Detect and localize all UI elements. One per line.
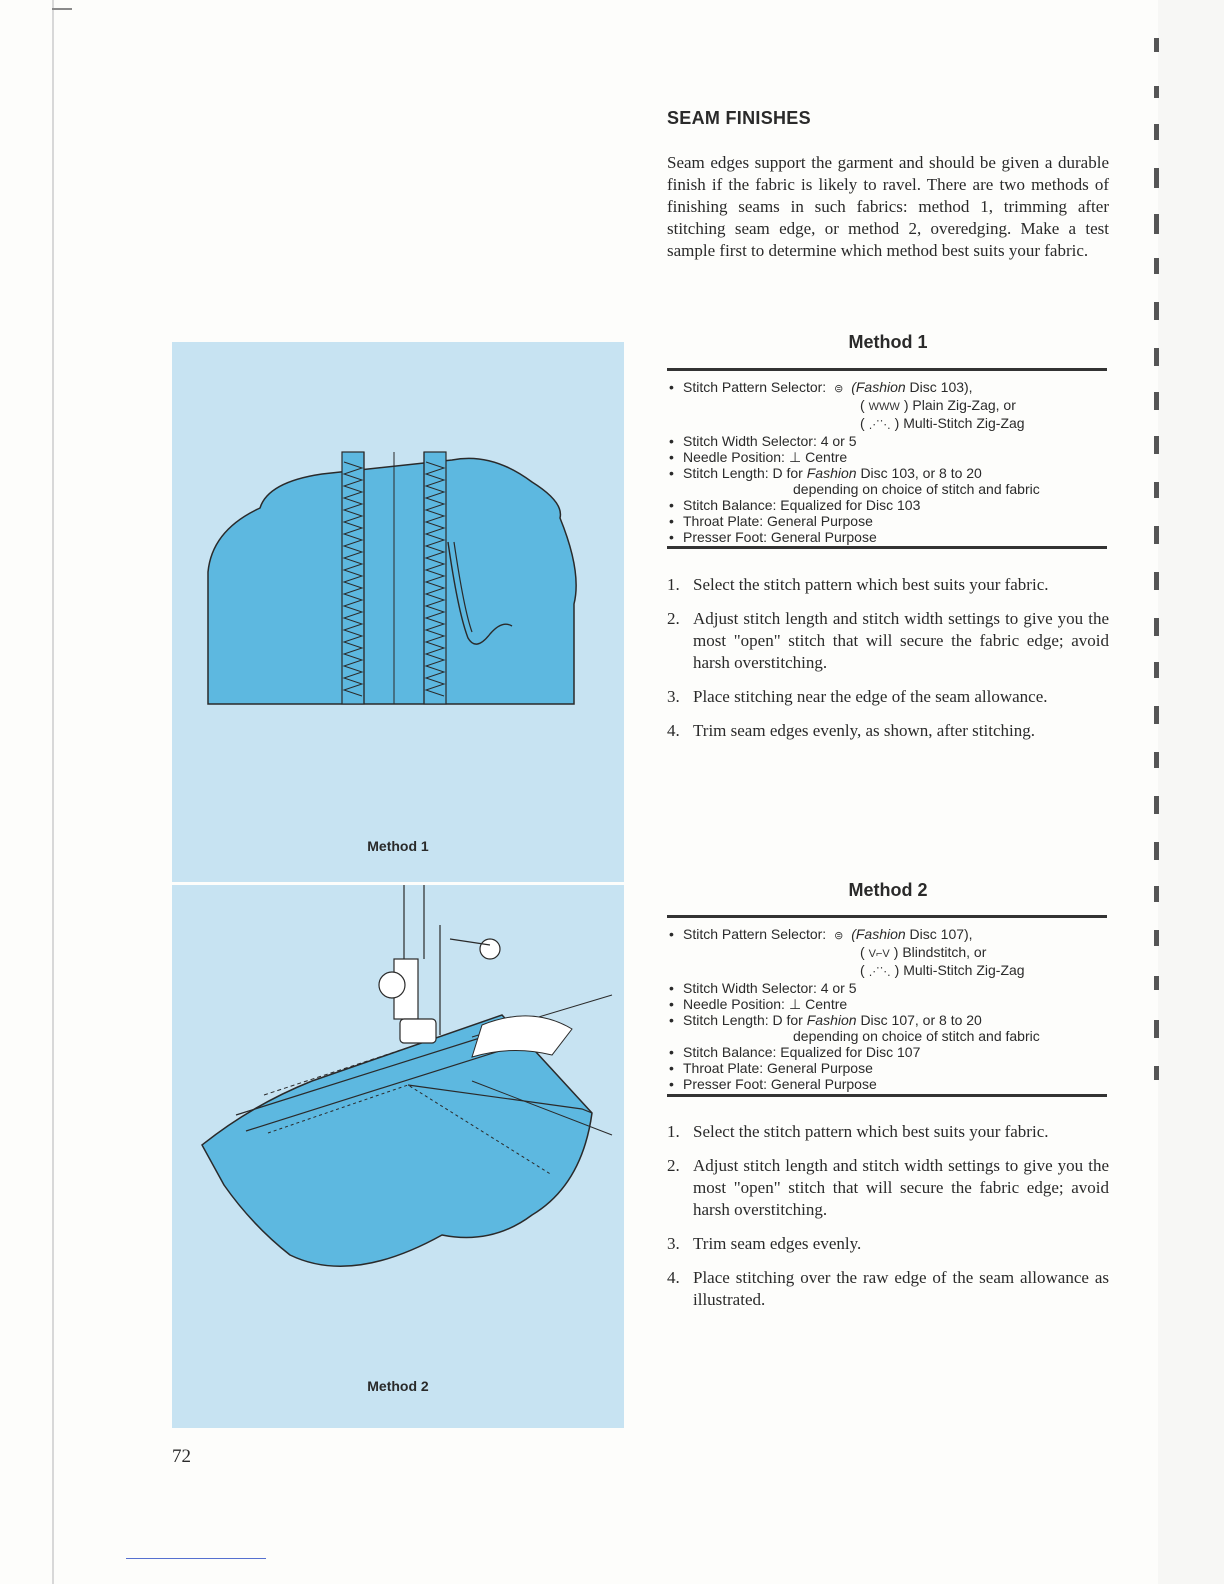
step-item [667, 1267, 1109, 1311]
setting-value: Disc 103, or 8 to 20 [860, 465, 982, 481]
edge-tick [1154, 842, 1159, 860]
page-corner-mark [52, 8, 72, 10]
setting-option-text: ) Multi-Stitch Zig-Zag [894, 962, 1025, 978]
setting-needle-position [667, 996, 1107, 1012]
needle-centre-icon: ⊥ [788, 996, 802, 1012]
edge-tick [1154, 214, 1159, 234]
method-2-steps [667, 1121, 1109, 1323]
method-2-heading: Method 2 [848, 880, 928, 900]
multi-stitch-zigzag-icon: ⋰⋱ [868, 966, 891, 978]
step-item [667, 574, 1109, 596]
setting-disc-value: Disc 107), [909, 926, 973, 942]
setting-stitch-width: • Stitch Width Selector: 4 or 5 [667, 433, 1107, 449]
step-text: Adjust stitch length and stitch width settings to give you the most "open" stitch that will secure the fabric edge; avoid harsh overstitching. [693, 609, 1109, 672]
edge-tick [1154, 796, 1159, 814]
setting-pattern-option-1: ( V⌐V ) Blindstitch, or [860, 944, 987, 960]
setting-pattern-option-2: ( ⋰⋱ ) Multi-Stitch Zig-Zag [860, 962, 1025, 978]
setting-option-text: ) Blindstitch, or [893, 944, 987, 960]
step-text: Place stitching over the raw edge of the seam allowance as illustrated. [693, 1268, 1109, 1309]
step-number: 3. [667, 1234, 680, 1253]
page-edge-strip [1158, 0, 1224, 1584]
setting-label: Needle Position: [683, 449, 785, 465]
step-item [667, 1233, 1109, 1255]
method-1-steps [667, 574, 1109, 754]
setting-value: Centre [805, 449, 848, 465]
method-2-settings [667, 926, 1107, 1092]
setting-needle-position [667, 449, 1107, 465]
edge-tick [1154, 302, 1159, 320]
method-2-figure [172, 885, 624, 1428]
method-2-top-rule [667, 915, 1107, 918]
step-text: Select the stitch pattern which best suits your fabric. [693, 1122, 1049, 1141]
setting-throat-plate: • Throat Plate: General Purpose [667, 513, 1107, 529]
page-number: 72 [172, 1446, 191, 1467]
step-text: Trim seam edges evenly, as shown, after stitching. [693, 721, 1035, 740]
multi-stitch-zigzag-icon: ⋰⋱ [868, 419, 891, 431]
step-number: 3. [667, 687, 680, 706]
method-2-caption: Method 2 [367, 1378, 429, 1394]
edge-tick [1154, 86, 1159, 98]
step-number: 1. [667, 1122, 680, 1141]
setting-stitch-length [667, 1012, 1107, 1028]
setting-disc-italic: (Fashion [851, 926, 906, 942]
section-title: SEAM FINISHES [667, 108, 811, 128]
method-2-bottom-rule [667, 1094, 1107, 1097]
step-text: Adjust stitch length and stitch width settings to give you the most "open" stitch that will secure the fabric edge; avoid harsh overstitching. [693, 1156, 1109, 1219]
edge-tick [1154, 930, 1159, 946]
setting-stitch-balance: • Stitch Balance: Equalized for Disc 103 [667, 497, 1107, 513]
setting-stitch-pattern [667, 379, 1107, 397]
edge-tick [1154, 618, 1159, 636]
step-item [667, 686, 1109, 708]
blindstitch-icon: V⌐V [868, 948, 890, 960]
setting-stitch-length-cont: depending on choice of stitch and fabric [793, 1028, 1040, 1044]
edge-tick [1154, 348, 1159, 366]
step-item [667, 1121, 1109, 1143]
fashion-disc-icon: ⊜ [834, 383, 844, 395]
setting-throat-plate: • Throat Plate: General Purpose [667, 1060, 1107, 1076]
setting-label: Stitch Pattern Selector: [683, 379, 827, 395]
edge-tick [1154, 168, 1159, 188]
edge-tick [1154, 258, 1159, 274]
edge-tick [1154, 1066, 1159, 1080]
bottom-rule [126, 1558, 266, 1559]
setting-label: Needle Position: [683, 996, 785, 1012]
needle-centre-icon: ⊥ [788, 449, 802, 465]
setting-stitch-width: • Stitch Width Selector: 4 or 5 [667, 980, 1107, 996]
step-text: Trim seam edges evenly. [693, 1234, 862, 1253]
setting-label: Stitch Length: D for [683, 465, 803, 481]
step-text: Place stitching near the edge of the seam allowance. [693, 687, 1048, 706]
method-1-figure [172, 342, 624, 882]
setting-option-text: ) Plain Zig-Zag, or [903, 397, 1016, 413]
step-text: Select the stitch pattern which best suits your fabric. [693, 575, 1049, 594]
setting-italic: Fashion [806, 1012, 857, 1028]
edge-tick [1154, 976, 1159, 990]
setting-stitch-length-cont: depending on choice of stitch and fabric [793, 481, 1040, 497]
method-2-illustration [172, 885, 624, 1428]
edge-tick [1154, 1020, 1159, 1038]
setting-italic: Fashion [806, 465, 857, 481]
step-item [667, 608, 1109, 674]
edge-tick [1154, 392, 1159, 410]
method-1-illustration [172, 342, 624, 882]
setting-stitch-pattern [667, 926, 1107, 944]
setting-value: Disc 107, or 8 to 20 [860, 1012, 982, 1028]
edge-tick [1154, 662, 1159, 678]
page-binding-line [52, 0, 54, 1584]
method-1-top-rule [667, 368, 1107, 371]
edge-tick [1154, 436, 1159, 454]
edge-tick [1154, 38, 1159, 52]
setting-label: Stitch Pattern Selector: [683, 926, 827, 942]
setting-presser-foot: • Presser Foot: General Purpose [667, 1076, 1107, 1092]
edge-tick [1154, 706, 1159, 724]
setting-disc-value: Disc 103), [909, 379, 973, 395]
section-intro: Seam edges support the garment and should be given a durable finish if the fabric is likely to ravel. There are two methods of finishing seams in such fabrics: method 1, trimming after stitching seam edge, or method 2, overedging. Make a test sample first to determine which method best suits your fabric. [667, 153, 1109, 260]
setting-value: Centre [805, 996, 848, 1012]
fashion-disc-icon: ⊜ [834, 930, 844, 942]
setting-stitch-length [667, 465, 1107, 481]
edge-tick [1154, 752, 1159, 768]
plain-zigzag-icon: WWW [868, 401, 900, 413]
edge-tick [1154, 124, 1159, 140]
setting-pattern-option-1: ( WWW ) Plain Zig-Zag, or [860, 397, 1016, 413]
step-number: 4. [667, 1268, 680, 1287]
method-1-caption: Method 1 [367, 838, 429, 854]
edge-tick [1154, 526, 1159, 544]
method-1-settings [667, 379, 1107, 545]
setting-label: Stitch Length: D for [683, 1012, 803, 1028]
step-number: 4. [667, 721, 680, 740]
step-number: 2. [667, 609, 680, 628]
method-1-bottom-rule [667, 546, 1107, 549]
setting-stitch-balance: • Stitch Balance: Equalized for Disc 107 [667, 1044, 1107, 1060]
setting-pattern-option-2: ( ⋰⋱ ) Multi-Stitch Zig-Zag [860, 415, 1025, 431]
edge-tick [1154, 886, 1159, 902]
edge-tick [1154, 572, 1159, 590]
step-item [667, 720, 1109, 742]
illustration-column [172, 342, 624, 1428]
step-number: 1. [667, 575, 680, 594]
setting-presser-foot: • Presser Foot: General Purpose [667, 529, 1107, 545]
step-number: 2. [667, 1156, 680, 1175]
step-item [667, 1155, 1109, 1221]
method-1-heading: Method 1 [848, 332, 928, 352]
setting-option-text: ) Multi-Stitch Zig-Zag [894, 415, 1025, 431]
edge-tick [1154, 482, 1159, 498]
setting-disc-italic: (Fashion [851, 379, 906, 395]
